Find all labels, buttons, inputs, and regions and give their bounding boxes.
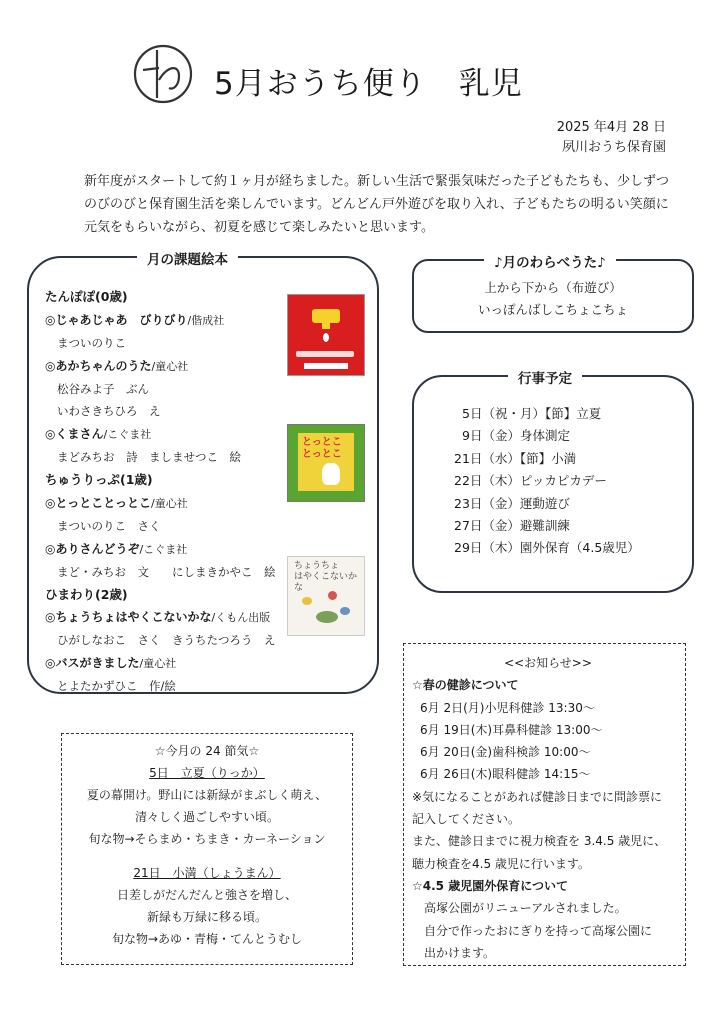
solar-terms-box (61, 733, 353, 965)
books-box-title: 月の課題絵本 (137, 248, 238, 268)
solar-term-line: 新緑も万緑に移る頃。 (146, 910, 267, 924)
book-author: まついのりこ (57, 335, 126, 350)
outing-line: 出かけます。 (424, 945, 496, 960)
notice-note: ※気になることがあれば健診日までに問診票に (412, 789, 663, 804)
book-title: ◎とっとことっとこ/童心社 (45, 496, 188, 511)
book-title: ◎じゃあじゃあ びりびり/偕成社 (45, 312, 225, 327)
book-author: とよたかずひこ 作/絵 (57, 679, 176, 694)
event-item: 9日（金）身体測定 (462, 428, 570, 444)
outing-line: 自分で作ったおにぎりを持って高塚公園に (424, 923, 653, 938)
checkup-item: 6月 26日(木)眼科健診 14:15〜 (420, 767, 591, 782)
outing-heading: ☆4.5 歳児園外保育について (412, 878, 568, 893)
warabeuta-box (412, 255, 694, 333)
notice-box (403, 643, 686, 966)
book-cover-image (287, 294, 365, 376)
notice-note: 記入してください。 (412, 812, 521, 827)
books-list (45, 286, 295, 698)
solar-term-line: 日差しがだんだんと強さを増し、 (116, 888, 297, 902)
book-author: ひがしなおこ さく きうちたつろう え (57, 633, 276, 648)
cover-text: とっとこ とっとこ (302, 437, 342, 460)
solar-term-heading: 21日 小満（しょうまん） (133, 866, 281, 880)
issue-info (557, 118, 666, 158)
intro-line: 新年度がスタートして約１ヶ月が経ちました。新しい生活で緊張気味だった子どもたちも、少しずつ (84, 174, 670, 189)
song-line: 上から下から（布遊び） (484, 280, 622, 295)
school-name: 夙川おうち保育園 (561, 140, 666, 155)
age-group-heading: たんぽぽ(0歳) (45, 289, 128, 304)
checkup-item: 6月 19日(木)耳鼻科健診 13:00〜 (420, 722, 603, 737)
health-check-heading: ☆春の健診について (412, 678, 519, 693)
cover-text: ちょうちょ はやくこないかな (294, 561, 358, 593)
song-line: いっぽんばしこちょこちょ (477, 302, 628, 317)
school-logo-icon (133, 44, 193, 104)
solar-term-line: 旬な物→あゆ・青梅・てんとうむし (111, 932, 303, 946)
issue-date: 2025 年4月 28 日 (556, 120, 666, 135)
songs-box-title: ♪月のわらべうた♪ (484, 251, 616, 271)
book-author: まついのりこ さく (57, 518, 161, 533)
book-author: まどみちお 詩 ましませつこ 絵 (57, 450, 241, 465)
book-cover-image (287, 556, 365, 636)
notice-note: 聴力検査を4.5 歳児に行います。 (412, 856, 590, 871)
book-title: ◎あかちゃんのうた/童心社 (45, 358, 189, 373)
events-box-title: 行事予定 (508, 367, 582, 387)
solar-term-line: 旬な物→そらまめ・ちまき・カーネーション (88, 832, 326, 846)
checkup-item: 6月 20日(金)歯科検診 10:00〜 (420, 745, 591, 760)
notice-heading: <<お知らせ>> (504, 656, 592, 670)
book-title: ◎ありさんどうぞ/こぐま社 (45, 541, 188, 556)
book-cover-image (287, 424, 365, 502)
intro-line: のびのびと保育園生活を楽しんでいます。どんどん戸外遊びを取り入れ、子どもたちの明るい笑顔に (84, 197, 669, 212)
page-title: 5月おうち便り 乳児 (214, 66, 523, 102)
notice-note: また、健診日までに視力検査を 3.4.5 歳児に、 (412, 834, 667, 849)
book-author: まど・みちお 文 にしまきかやこ 絵 (57, 564, 276, 579)
solar-terms-title: ☆今月の 24 節気☆ (154, 744, 260, 758)
event-item: 27日（金）避難訓練 (454, 517, 570, 533)
age-group-heading: ちゅうりっぷ(1歳) (45, 472, 153, 488)
picture-books-box (27, 252, 379, 694)
book-author: 松谷みよ子 ぶん (57, 381, 149, 396)
solar-term-line: 清々しく過ごしやすい頃。 (134, 810, 279, 824)
intro-paragraph (84, 170, 670, 239)
book-title: ◎くまさん/こぐま社 (45, 427, 152, 442)
book-title: ◎バスがきました/童心社 (45, 656, 177, 671)
age-group-heading: ひまわり(2歳) (45, 586, 128, 602)
event-item: 23日（金）運動遊び (454, 495, 570, 511)
solar-term-line: 夏の幕開け。野山には新緑がまぶしく萌え、 (86, 788, 328, 802)
checkup-item: 6月 2日(月)小児科健診 13:30〜 (420, 700, 595, 715)
intro-line: 元気をもらいながら、初夏を感じて楽しみたいと思います。 (84, 220, 434, 235)
book-author: いわさきちひろ え (57, 404, 161, 419)
event-item: 29日（木）園外保育（4.5歳児） (454, 540, 640, 556)
outing-line: 高塚公園がリニューアルされました。 (424, 901, 627, 916)
event-item: 22日（木）ピッカピカデー (454, 473, 607, 489)
events-box (412, 371, 694, 593)
event-item: 5日（祝・月）【節】立夏 (462, 406, 602, 421)
book-title: ◎ちょうちょはやくこないかな/くもん出版 (45, 610, 271, 625)
event-item: 21日（水）【節】小満 (454, 450, 577, 466)
solar-term-heading: 5日 立夏（りっか） (149, 766, 265, 780)
